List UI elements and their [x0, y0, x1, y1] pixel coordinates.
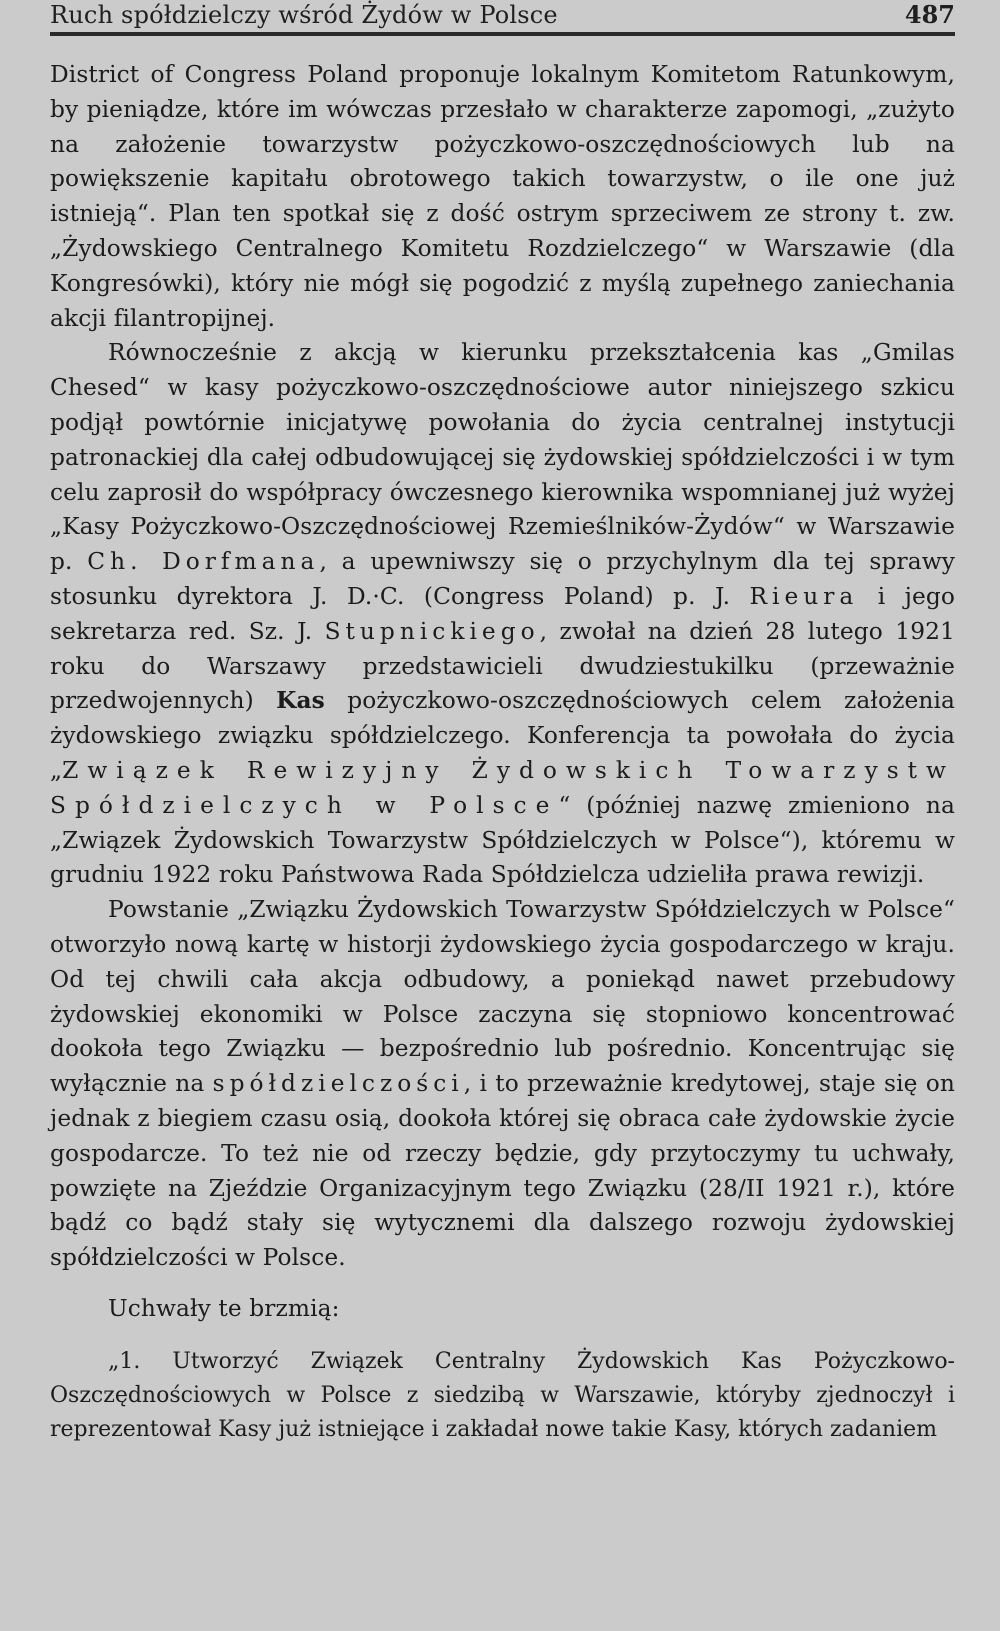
running-header	[50, 0, 955, 28]
emphasis-cooperatives: spółdzielczości	[212, 1070, 464, 1098]
paragraph-3-text-2: , i to przeważnie kredytowej, staje się on jednak z biegiem czasu osią, dookoła której się obraca całe żydowskie życie gospodarcze. To też nie od rzeczy będzie, gdy przytoczymy tu uchwały, powzięte na Zjeździe Organizacyjnym tego Związku (28/II 1921 r.), które bądź co bądź stały się wytycznemi dla dalszego rozwoju żydowskiej spółdzielczości w Polsce.	[50, 1070, 955, 1272]
person-name-dorfman: Ch. Dorfmana	[87, 548, 320, 576]
paragraph-3-text-1: Powstanie „Związku Żydowskich Towarzystw Spółdzielczych w Polsce“ otworzyło nową kartę w historji żydowskiego życia gospodarczego w kraju. Od tej chwili cała akcja odbudowy, a poniekąd nawet przebudowy żydowskiej ekonomiki w Polsce zaczyna się stopniowo koncentrować dookoła tego Związku — bezpośrednio lub pośrednio. Koncentrując się wyłącznie na	[50, 896, 955, 1098]
paragraph-2-kas: Kas	[276, 687, 325, 715]
paragraph-2-text-3: i jego sekretarza red. Sz. J.	[50, 582, 955, 645]
running-title: Ruch spółdzielczy wśród Żydów w Polsce	[50, 1, 558, 29]
person-name-rieur: Rieura	[749, 582, 859, 610]
body-text	[50, 58, 955, 1327]
paragraph-2-text-4c: pożyczkowo-oszczędnościowych celem założenia żydowskiego związku spółdzielczego. Konferencja ta powołała do życia „	[50, 687, 955, 784]
person-name-stupnicki: Stupnickiego	[324, 617, 540, 645]
paragraph-2-text-1: Równocześnie z akcją w kierunku przekształcenia kas „Gmilas Chesed“ w kasy pożyczkowo-oszczędnościowe autor niniejszego szkicu podjął powtórnie inicjatywę powołania do życia centralnej instytucji patronackiej dla całej odbudowującej się żydowskiej spółdzielczości i w tym celu zaprosił do współpracy ówczesnego kierownika wspomnianej już wyżej „Kasy Pożyczkowo-Oszczędnościowej Rzemieślników-Żydów“ w Warszawie p.	[50, 339, 955, 576]
paragraph-3	[50, 893, 955, 1276]
header-rule	[50, 32, 955, 36]
paragraph-1: District of Congress Poland proponuje lokalnym Komitetom Ratunkowym, by pieniądze, które im wówczas przesłało w charakterze zapomogi, „zużyto na założenie towarzystw pożyczkowo-oszczędnościowych lub na powiększenie kapitału obrotowego takich towarzystw, o ile one już istnieją“. Plan ten spotkał się z dość ostrym sprzeciwem ze strony t. zw. „Żydowskiego Centralnego Komitetu Rozdzielczego“ w Warszawie (dla Kongresówki), który nie mógł się pogodzić z myślą zupełnego zaniechania akcji filantropijnej.	[50, 61, 955, 332]
union-name: Związek Rewizyjny Żydowskich Towarzystw Spółdzielczych w Polsce	[50, 756, 955, 819]
paragraph-2-text-5: “ (później nazwę zmieniono na „Związek Żydowskich Towarzystw Spółdzielczych w Polsce“), któremu w grudniu 1922 roku Państwowa Rada Spółdzielcza udzieliła prawa rewizji.	[50, 791, 955, 889]
paragraph-4: Uchwały te brzmią:	[108, 1294, 340, 1322]
paragraph-2-text-4: , zwołał na dzień 28 lutego 1921 roku do Warszawy przedstawicieli dwudziestukilku (przeważnie przedwojennych)	[50, 617, 955, 715]
paragraph-2-text-2: , a upewniwszy się o przychylnym dla tej sprawy stosunku dyrektora J. D.·C. (Congress Poland) p. J.	[50, 548, 955, 610]
paragraph-2	[50, 336, 955, 893]
quoted-resolution: „1. Utworzyć Związek Centralny Żydowskich Kas Pożyczkowo-Oszczędnościowych w Polsce z siedzibą w Warszawie, któryby zjednoczył i reprezentował Kasy już istniejące i zakładał nowe takie Kasy, których zadaniem	[50, 1348, 955, 1442]
page-number: 487	[904, 0, 955, 29]
